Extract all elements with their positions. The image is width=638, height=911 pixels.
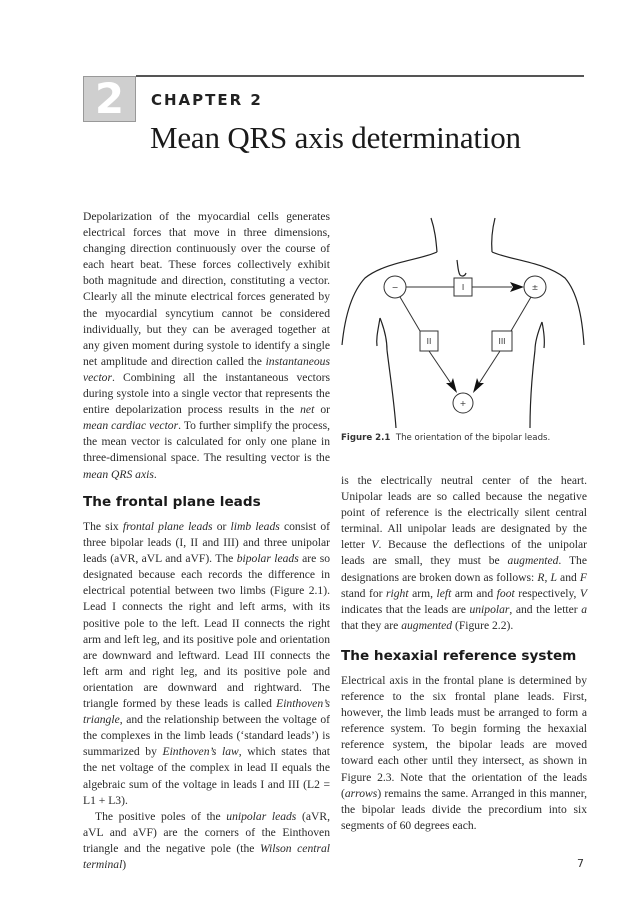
foot-node-label: + <box>459 399 467 408</box>
lead-i-label: I <box>461 283 465 292</box>
page-number: 7 <box>577 857 584 870</box>
chapter-title: Mean QRS axis determination <box>150 120 521 155</box>
unipolar-paragraph: is the electrically neutral center of the heart. Unipolar leads are so called because the negative point of reference is the electrically silent central terminal. All unipolar leads are designated by the letter V. Because the deflections of the unipolar leads are small, they must be augmented. The designations are broken down as follows: R, L and F stand for right arm, left arm and foot respectively, V indicates that the leads are unipolar, and the letter a that they are augmented (Figure 2.2). <box>341 474 588 632</box>
chapter-number: 2 <box>94 74 125 123</box>
left-arm-node-label: ± <box>531 283 539 292</box>
torso-diagram <box>340 200 600 430</box>
intro-paragraph: Depolarization of the myocardial cells generates electrical forces that move in three dimensions, changing direction continuously over the course of each heart beat. These forces collectively exhibit both magnitude and direction, constituting a vector. Clearly all the minute electrical forces generated by the myocardial syncytium cannot be considered individually, but they can be averaged together at any given moment during systole to identify a single net amplitude and direction called the instantaneous vector. Combining all the instantaneous vectors during systole into a single vector that represents the entire depolarization process results in the net or mean cardiac vector. To further simplify the process, the mean vector is calculated for only one plane in three-dimensional space. The resulting vector is the mean QRS axis. <box>83 210 330 481</box>
chapter-number-box <box>83 76 136 122</box>
figure-caption-text: The orientation of the bipolar leads. <box>395 433 551 443</box>
frontal-plane-paragraph: The six frontal plane leads or limb leads consist of three bipolar leads (I, II and III) and three unipolar leads (aVR, aVL and aVF). The bipolar leads are so designated because each records the difference in electrical potential between two limbs (Figure 2.1). Lead I connects the right and left arms, with its positive pole to the left. Lead II connects the right arm and left leg, and its positive pole and orientation are downward and leftward. Lead III connects the left arm and right leg, and its positive pole and orientation are downward and rightward. The triangle formed by these leads is called Einthoven’s triangle, and the relationship between the voltage of the complexes in the limb leads (‘standard leads’) is summarized by Einthoven’s law, which states that the net voltage of the complex in lead II equals the algebraic sum of the voltage in leads I and III (L2 = L1 + L3). The positive poles of the unipolar leads (aVR, aVL and aVF) are the corners of the Einthoven triangle and the negative pole (the Wilson central terminal) <box>83 520 330 871</box>
lead-iii-label: III <box>498 337 506 346</box>
section-heading-hexaxial-reference-system: The hexaxial reference system <box>341 648 577 664</box>
section-heading-frontal-plane-leads: The frontal plane leads <box>83 494 261 510</box>
figure-caption-label: Figure 2.1 <box>341 433 391 443</box>
lead-ii-label: II <box>426 337 432 346</box>
chapter-label: CHAPTER 2 <box>151 91 263 109</box>
figure-bipolar-leads <box>340 200 600 430</box>
chapter-rule <box>136 75 584 77</box>
hexaxial-paragraph: Electrical axis in the frontal plane is determined by reference to the six frontal plane leads. First, however, the limb leads must be arranged to form a reference system. To begin forming the hexaxial reference system, the bipolar leads are moved toward each other until they intersect, as shown in Figure 2.3. Note that the orientation of the leads (arrows) remains the same. Arranged in this manner, the bipolar leads divide the precordium into six segments of 60 degrees each. <box>341 674 587 832</box>
right-arm-node-label: − <box>391 283 399 292</box>
figure-caption <box>341 433 550 443</box>
